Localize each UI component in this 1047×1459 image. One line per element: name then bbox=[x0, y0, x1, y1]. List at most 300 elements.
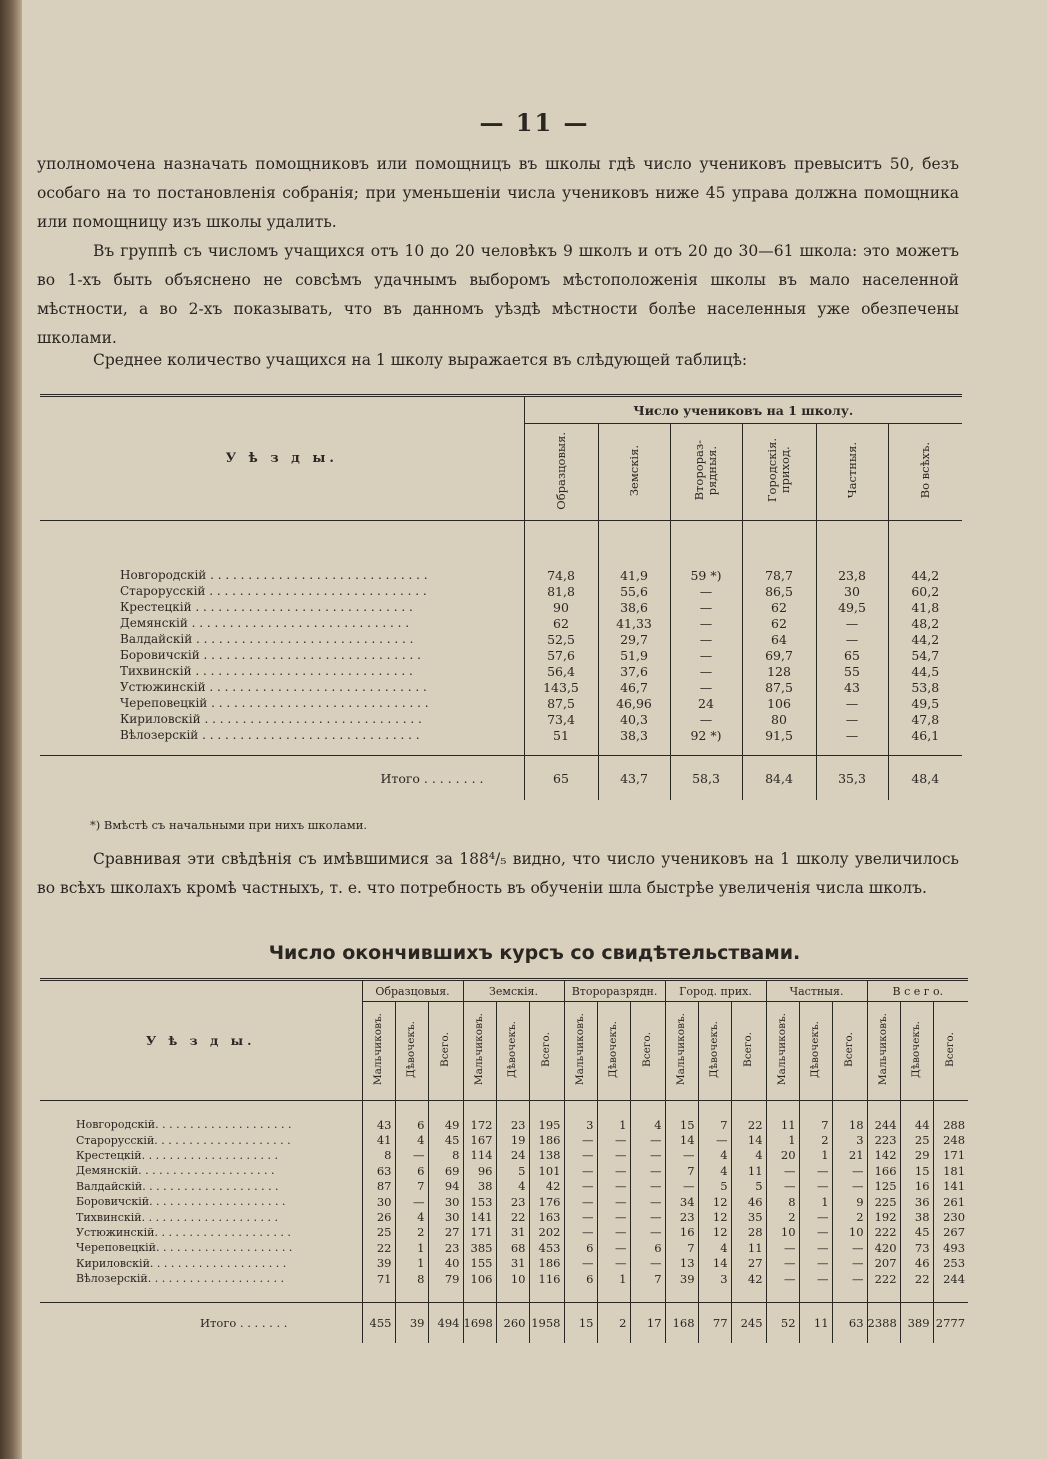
total-value: 260 bbox=[496, 1303, 529, 1344]
cell-value: — bbox=[832, 1240, 867, 1255]
page bbox=[22, 0, 1047, 1459]
cell-value: 167 bbox=[463, 1132, 496, 1147]
cell-value: — bbox=[564, 1256, 597, 1271]
cell-value: 87,5 bbox=[742, 679, 816, 695]
cell-value: 128 bbox=[742, 663, 816, 679]
cell-value: 49 bbox=[428, 1117, 463, 1132]
cell-value: 54,7 bbox=[888, 647, 962, 663]
cell-value: 63 bbox=[362, 1163, 395, 1178]
cell-value: 181 bbox=[933, 1163, 968, 1178]
subcol-header: Дѣвочекъ. bbox=[395, 1002, 428, 1101]
cell-value: — bbox=[665, 1179, 698, 1194]
cell-value: 16 bbox=[900, 1179, 933, 1194]
subcol-header: Мальчиковъ. bbox=[766, 1002, 799, 1101]
cell-value: 385 bbox=[463, 1240, 496, 1255]
cell-value: 31 bbox=[496, 1256, 529, 1271]
students-per-school-table bbox=[40, 394, 962, 800]
cell-value: 38 bbox=[463, 1179, 496, 1194]
cell-value: — bbox=[816, 615, 888, 631]
col-header: Частныя. bbox=[816, 424, 888, 521]
district-name: Крестецкій. . . . . . . . . . . . . . . . . . . . bbox=[76, 1148, 278, 1162]
cell-value: — bbox=[816, 695, 888, 711]
district-name: Вѣлозерскій. . . . . . . . . . . . . . . . . . . . bbox=[76, 1272, 285, 1286]
cell-value: — bbox=[698, 1132, 731, 1147]
cell-value: 39 bbox=[362, 1256, 395, 1271]
total-row: Итого . . . . . . . . 65 43,7 58,3 84,4 35,3 48,4 bbox=[40, 756, 962, 801]
table-row bbox=[40, 615, 962, 631]
cell-value: — bbox=[395, 1194, 428, 1209]
paragraph-4: Сравнивая эти свѣдѣнія съ имѣвшимися за 188⁴/₅ видно, что число учениковъ на 1 школу увеличилось во всѣхъ школахъ кромѣ частныхъ, т. е. что потребность въ обученіи шла быстрѣе увеличенія числа школъ. bbox=[37, 850, 959, 897]
total-value: 63 bbox=[832, 1303, 867, 1344]
total-value: 2 bbox=[597, 1303, 630, 1344]
cell-value: 41,33 bbox=[598, 615, 670, 631]
cell-value: 6 bbox=[630, 1240, 665, 1255]
cell-value: 14 bbox=[698, 1256, 731, 1271]
subcol-header: Мальчиковъ. bbox=[463, 1002, 496, 1101]
cell-value: — bbox=[766, 1240, 799, 1255]
cell-value: — bbox=[665, 1148, 698, 1163]
district-name: Боровичскій . . . . . . . . . . . . . . . . . . . . . . . . . . . . . bbox=[120, 648, 421, 662]
total-value: 11 bbox=[799, 1303, 832, 1344]
cell-value: 2 bbox=[395, 1225, 428, 1240]
table-row bbox=[40, 1256, 968, 1271]
page-number: — 11 — bbox=[479, 108, 590, 137]
cell-value: — bbox=[630, 1179, 665, 1194]
cell-value: 166 bbox=[867, 1163, 900, 1178]
cell-value: 222 bbox=[867, 1271, 900, 1286]
cell-value: 244 bbox=[867, 1117, 900, 1132]
cell-value: 8 bbox=[395, 1271, 428, 1286]
cell-value: 46 bbox=[731, 1194, 766, 1209]
cell-value: 4 bbox=[496, 1179, 529, 1194]
cell-value: 60,2 bbox=[888, 583, 962, 599]
total-value: 389 bbox=[900, 1303, 933, 1344]
cell-value: 4 bbox=[395, 1132, 428, 1147]
cell-value: 4 bbox=[698, 1240, 731, 1255]
cell-value: 10 bbox=[496, 1271, 529, 1286]
cell-value: 65 bbox=[816, 647, 888, 663]
cell-value: 39 bbox=[665, 1271, 698, 1286]
cell-value: — bbox=[597, 1132, 630, 1147]
cell-value: 138 bbox=[529, 1148, 564, 1163]
cell-value: — bbox=[766, 1179, 799, 1194]
cell-value: — bbox=[670, 647, 742, 663]
district-name: Тихвинскій. . . . . . . . . . . . . . . . . . . . bbox=[76, 1210, 278, 1224]
cell-value: 1 bbox=[597, 1271, 630, 1286]
cell-value: 23 bbox=[428, 1240, 463, 1255]
cell-value: 9 bbox=[832, 1194, 867, 1209]
cell-value: 141 bbox=[463, 1209, 496, 1224]
cell-value: 244 bbox=[933, 1271, 968, 1286]
cell-value: 8 bbox=[766, 1194, 799, 1209]
cell-value: — bbox=[799, 1163, 832, 1178]
cell-value: 46,96 bbox=[598, 695, 670, 711]
cell-value: 267 bbox=[933, 1225, 968, 1240]
cell-value: 192 bbox=[867, 1209, 900, 1224]
cell-value: 73 bbox=[900, 1240, 933, 1255]
table-row bbox=[40, 1194, 968, 1209]
cell-value: 29 bbox=[900, 1148, 933, 1163]
cell-value: — bbox=[670, 663, 742, 679]
cell-value: 4 bbox=[698, 1163, 731, 1178]
cell-value: — bbox=[670, 599, 742, 615]
cell-value: 47,8 bbox=[888, 711, 962, 727]
cell-value: 14 bbox=[731, 1132, 766, 1147]
cell-value: 171 bbox=[933, 1148, 968, 1163]
cell-value: 27 bbox=[731, 1256, 766, 1271]
cell-value: 22 bbox=[900, 1271, 933, 1286]
cell-value: 90 bbox=[524, 599, 598, 615]
district-name: Новгородскій . . . . . . . . . . . . . . . . . . . . . . . . . . . . . bbox=[120, 568, 428, 582]
cell-value: — bbox=[564, 1179, 597, 1194]
cell-value: 230 bbox=[933, 1209, 968, 1224]
cell-value: — bbox=[597, 1240, 630, 1255]
cell-value: 44,2 bbox=[888, 567, 962, 583]
cell-value: 48,2 bbox=[888, 615, 962, 631]
cell-value: 4 bbox=[395, 1209, 428, 1224]
table-row bbox=[40, 711, 962, 727]
cell-value: 3 bbox=[698, 1271, 731, 1286]
col-header: Второраз- рядныя. bbox=[670, 424, 742, 521]
cell-value: 4 bbox=[698, 1148, 731, 1163]
cell-value: — bbox=[766, 1271, 799, 1286]
cell-value: 1 bbox=[766, 1132, 799, 1147]
table-row bbox=[40, 1179, 968, 1194]
cell-value: 46 bbox=[900, 1256, 933, 1271]
subcol-header: Всего. bbox=[529, 1002, 564, 1101]
cell-value: 248 bbox=[933, 1132, 968, 1147]
cell-value: 186 bbox=[529, 1256, 564, 1271]
total-value: 168 bbox=[665, 1303, 698, 1344]
cell-value: 106 bbox=[463, 1271, 496, 1286]
cell-value: 10 bbox=[832, 1225, 867, 1240]
cell-value: 22 bbox=[496, 1209, 529, 1224]
cell-value: 20 bbox=[766, 1148, 799, 1163]
subcol-header: Дѣвочекъ. bbox=[900, 1002, 933, 1101]
cell-value: — bbox=[564, 1132, 597, 1147]
cell-value: 37,6 bbox=[598, 663, 670, 679]
cell-value: 42 bbox=[529, 1179, 564, 1194]
cell-value: 207 bbox=[867, 1256, 900, 1271]
subcol-header: Дѣвочекъ. bbox=[597, 1002, 630, 1101]
cell-value: 23 bbox=[496, 1117, 529, 1132]
cell-value: — bbox=[832, 1271, 867, 1286]
cell-value: 40 bbox=[428, 1256, 463, 1271]
cell-value: 2 bbox=[832, 1209, 867, 1224]
table-row bbox=[40, 583, 962, 599]
cell-value: 10 bbox=[766, 1225, 799, 1240]
cell-value: 3 bbox=[832, 1132, 867, 1147]
cell-value: 35 bbox=[731, 1209, 766, 1224]
cell-value: — bbox=[832, 1179, 867, 1194]
cell-value: 23 bbox=[496, 1194, 529, 1209]
cell-value: 5 bbox=[731, 1179, 766, 1194]
footnote: *) Вмѣстѣ съ начальными при нихъ школами. bbox=[90, 818, 368, 832]
cell-value: 288 bbox=[933, 1117, 968, 1132]
cell-value: — bbox=[630, 1225, 665, 1240]
cell-value: — bbox=[564, 1225, 597, 1240]
book-spine bbox=[0, 0, 22, 1459]
cell-value: 41 bbox=[362, 1132, 395, 1147]
cell-value: 46,7 bbox=[598, 679, 670, 695]
cell-value: 41,9 bbox=[598, 567, 670, 583]
total-value: 2388 bbox=[867, 1303, 900, 1344]
cell-value: — bbox=[630, 1256, 665, 1271]
paragraph-2: Въ группѣ съ числомъ учащихся отъ 10 до 20 человѣкъ 9 школъ и отъ 20 до 30—61 школа: это можетъ во 1-хъ быть объяснено не совсѣмъ удачнымъ выборомъ мѣстоположенія школы въ мало населенной мѣстности, а во 2-хъ показывать, что въ данномъ уѣздѣ мѣстности болѣе населенныя уже обезпечены школами. bbox=[37, 242, 959, 347]
subcol-header: Дѣвочекъ. bbox=[799, 1002, 832, 1101]
cell-value: 49,5 bbox=[816, 599, 888, 615]
graduates-table bbox=[40, 978, 968, 1343]
cell-value: 114 bbox=[463, 1148, 496, 1163]
cell-value: 49,5 bbox=[888, 695, 962, 711]
cell-value: 141 bbox=[933, 1179, 968, 1194]
cell-value: — bbox=[766, 1256, 799, 1271]
cell-value: — bbox=[832, 1163, 867, 1178]
subcol-header: Мальчиковъ. bbox=[867, 1002, 900, 1101]
cell-value: 30 bbox=[428, 1209, 463, 1224]
district-name: Новгородскій. . . . . . . . . . . . . . . . . . . . bbox=[76, 1118, 292, 1132]
cell-value: 30 bbox=[816, 583, 888, 599]
cell-value: 222 bbox=[867, 1225, 900, 1240]
cell-value: — bbox=[816, 631, 888, 647]
total-value: 1958 bbox=[529, 1303, 564, 1344]
cell-value: — bbox=[597, 1148, 630, 1163]
cell-value: 29,7 bbox=[598, 631, 670, 647]
cell-value: 62 bbox=[742, 615, 816, 631]
cell-value: 22 bbox=[731, 1117, 766, 1132]
cell-value: 253 bbox=[933, 1256, 968, 1271]
cell-value: 8 bbox=[362, 1148, 395, 1163]
cell-value: — bbox=[799, 1271, 832, 1286]
table-row bbox=[40, 647, 962, 663]
total-value: 17 bbox=[630, 1303, 665, 1344]
cell-value: — bbox=[766, 1163, 799, 1178]
subcol-header: Всего. bbox=[933, 1002, 968, 1101]
cell-value: 1 bbox=[799, 1148, 832, 1163]
cell-value: 59 *) bbox=[670, 567, 742, 583]
cell-value: 18 bbox=[832, 1117, 867, 1132]
cell-value: 1 bbox=[597, 1117, 630, 1132]
cell-value: — bbox=[799, 1240, 832, 1255]
total-value: 39 bbox=[395, 1303, 428, 1344]
cell-value: 101 bbox=[529, 1163, 564, 1178]
cell-value: 225 bbox=[867, 1194, 900, 1209]
district-name: Череповецкій . . . . . . . . . . . . . . . . . . . . . . . . . . . . . bbox=[120, 696, 429, 710]
cell-value: 74,8 bbox=[524, 567, 598, 583]
cell-value: 5 bbox=[698, 1179, 731, 1194]
total-value: 1698 bbox=[463, 1303, 496, 1344]
cell-value: — bbox=[670, 631, 742, 647]
district-name: Череповецкій. . . . . . . . . . . . . . . . . . . . bbox=[76, 1241, 293, 1255]
table-row bbox=[40, 1209, 968, 1224]
district-name: Демянскій. . . . . . . . . . . . . . . . . . . . bbox=[76, 1164, 275, 1178]
table-row bbox=[40, 1240, 968, 1255]
col-header: Земскія. bbox=[598, 424, 670, 521]
cell-value: 2 bbox=[799, 1132, 832, 1147]
cell-value: 24 bbox=[496, 1148, 529, 1163]
cell-value: 12 bbox=[698, 1194, 731, 1209]
cell-value: — bbox=[670, 711, 742, 727]
cell-value: — bbox=[630, 1132, 665, 1147]
district-name: Старорусскій . . . . . . . . . . . . . . . . . . . . . . . . . . . . . bbox=[120, 584, 427, 598]
cell-value: 91,5 bbox=[742, 727, 816, 743]
cell-value: 69,7 bbox=[742, 647, 816, 663]
table-row bbox=[40, 599, 962, 615]
cell-value: 55,6 bbox=[598, 583, 670, 599]
cell-value: 21 bbox=[832, 1148, 867, 1163]
cell-value: — bbox=[597, 1179, 630, 1194]
cell-value: — bbox=[564, 1163, 597, 1178]
table-row bbox=[40, 1148, 968, 1163]
district-header: У ѣ з д ы. bbox=[40, 396, 524, 521]
district-name: Крестецкій . . . . . . . . . . . . . . . . . . . . . . . . . . . . . bbox=[120, 600, 413, 614]
cell-value: — bbox=[395, 1148, 428, 1163]
cell-value: 172 bbox=[463, 1117, 496, 1132]
district-name: Тихвинскій . . . . . . . . . . . . . . . . . . . . . . . . . . . . . bbox=[120, 664, 413, 678]
cell-value: 51 bbox=[524, 727, 598, 743]
cell-value: — bbox=[597, 1194, 630, 1209]
subcol-header: Всего. bbox=[630, 1002, 665, 1101]
subcol-header: Всего. bbox=[832, 1002, 867, 1101]
cell-value: 202 bbox=[529, 1225, 564, 1240]
cell-value: 23 bbox=[665, 1209, 698, 1224]
cell-value: 195 bbox=[529, 1117, 564, 1132]
total-value: 2777 bbox=[933, 1303, 968, 1344]
table-row bbox=[40, 567, 962, 583]
cell-value: 16 bbox=[665, 1225, 698, 1240]
district-name: Демянскій . . . . . . . . . . . . . . . . . . . . . . . . . . . . . bbox=[120, 616, 410, 630]
cell-value: 493 bbox=[933, 1240, 968, 1255]
total-value: 77 bbox=[698, 1303, 731, 1344]
cell-value: 86,5 bbox=[742, 583, 816, 599]
cell-value: 69 bbox=[428, 1163, 463, 1178]
cell-value: 25 bbox=[900, 1132, 933, 1147]
cell-value: — bbox=[799, 1256, 832, 1271]
table-row bbox=[40, 679, 962, 695]
cell-value: 7 bbox=[630, 1271, 665, 1286]
cell-value: — bbox=[597, 1163, 630, 1178]
group-header: Город. прих. bbox=[665, 980, 766, 1002]
table-row bbox=[40, 631, 962, 647]
cell-value: 142 bbox=[867, 1148, 900, 1163]
cell-value: — bbox=[670, 615, 742, 631]
cell-value: 34 bbox=[665, 1194, 698, 1209]
cell-value: 6 bbox=[395, 1163, 428, 1178]
cell-value: 43 bbox=[816, 679, 888, 695]
cell-value: 44,5 bbox=[888, 663, 962, 679]
cell-value: 57,6 bbox=[524, 647, 598, 663]
cell-value: 68 bbox=[496, 1240, 529, 1255]
cell-value: 62 bbox=[524, 615, 598, 631]
cell-value: — bbox=[564, 1194, 597, 1209]
cell-value: 453 bbox=[529, 1240, 564, 1255]
cell-value: 155 bbox=[463, 1256, 496, 1271]
cell-value: 81,8 bbox=[524, 583, 598, 599]
cell-value: 176 bbox=[529, 1194, 564, 1209]
cell-value: 56,4 bbox=[524, 663, 598, 679]
cell-value: 28 bbox=[731, 1225, 766, 1240]
cell-value: — bbox=[597, 1209, 630, 1224]
group-header: Второразрядн. bbox=[564, 980, 665, 1002]
cell-value: — bbox=[630, 1148, 665, 1163]
cell-value: 43 bbox=[362, 1117, 395, 1132]
cell-value: 62 bbox=[742, 599, 816, 615]
cell-value: 31 bbox=[496, 1225, 529, 1240]
cell-value: 125 bbox=[867, 1179, 900, 1194]
cell-value: 171 bbox=[463, 1225, 496, 1240]
total-value: 245 bbox=[731, 1303, 766, 1344]
cell-value: 420 bbox=[867, 1240, 900, 1255]
col-header: Городскія. приход. bbox=[742, 424, 816, 521]
cell-value: — bbox=[564, 1209, 597, 1224]
group-header: Земскія. bbox=[463, 980, 564, 1002]
cell-value: 36 bbox=[900, 1194, 933, 1209]
cell-value: 12 bbox=[698, 1225, 731, 1240]
cell-value: 106 bbox=[742, 695, 816, 711]
cell-value: 12 bbox=[698, 1209, 731, 1224]
cell-value: 19 bbox=[496, 1132, 529, 1147]
cell-value: 11 bbox=[731, 1240, 766, 1255]
cell-value: — bbox=[799, 1209, 832, 1224]
subcol-header: Мальчиковъ. bbox=[362, 1002, 395, 1101]
cell-value: 1 bbox=[395, 1256, 428, 1271]
cell-value: 11 bbox=[731, 1163, 766, 1178]
cell-value: 26 bbox=[362, 1209, 395, 1224]
subcol-header: Мальчиковъ. bbox=[665, 1002, 698, 1101]
cell-value: 96 bbox=[463, 1163, 496, 1178]
cell-value: 53,8 bbox=[888, 679, 962, 695]
table-row bbox=[40, 1271, 968, 1286]
table-row bbox=[40, 1117, 968, 1132]
cell-value: 45 bbox=[428, 1132, 463, 1147]
district-name: Кириловскій . . . . . . . . . . . . . . . . . . . . . . . . . . . . . bbox=[120, 712, 422, 726]
cell-value: — bbox=[597, 1256, 630, 1271]
cell-value: — bbox=[670, 583, 742, 599]
cell-value: 116 bbox=[529, 1271, 564, 1286]
col-header: Во всѣхъ. bbox=[888, 424, 962, 521]
cell-value: — bbox=[597, 1225, 630, 1240]
cell-value: 7 bbox=[665, 1240, 698, 1255]
cell-value: 64 bbox=[742, 631, 816, 647]
cell-value: 71 bbox=[362, 1271, 395, 1286]
table-row bbox=[40, 1132, 968, 1147]
cell-value: 11 bbox=[766, 1117, 799, 1132]
cell-value: 73,4 bbox=[524, 711, 598, 727]
cell-value: 7 bbox=[665, 1163, 698, 1178]
group-header: В с е г о. bbox=[867, 980, 968, 1002]
cell-value: 87 bbox=[362, 1179, 395, 1194]
table-row bbox=[40, 663, 962, 679]
cell-value: 30 bbox=[428, 1194, 463, 1209]
cell-value: 23,8 bbox=[816, 567, 888, 583]
district-name: Устюжинскій. . . . . . . . . . . . . . . . . . . . bbox=[76, 1225, 291, 1239]
cell-value: 38 bbox=[900, 1209, 933, 1224]
group-header: Образцовыя. bbox=[362, 980, 463, 1002]
cell-value: 15 bbox=[900, 1163, 933, 1178]
subcol-header: Дѣвочекъ. bbox=[496, 1002, 529, 1101]
total-label: Итого . . . . . . . bbox=[40, 1303, 362, 1344]
cell-value: 153 bbox=[463, 1194, 496, 1209]
cell-value: 13 bbox=[665, 1256, 698, 1271]
cell-value: — bbox=[816, 727, 888, 743]
cell-value: 52,5 bbox=[524, 631, 598, 647]
col-header: Образцовыя. bbox=[524, 424, 598, 521]
total-row bbox=[40, 1303, 968, 1344]
district-name: Кириловскій. . . . . . . . . . . . . . . . . . . . bbox=[76, 1256, 287, 1270]
subcol-header: Мальчиковъ. bbox=[564, 1002, 597, 1101]
cell-value: 6 bbox=[395, 1117, 428, 1132]
table2-title: Число окончившихъ курсъ со свидѣтельствами. bbox=[268, 942, 801, 964]
